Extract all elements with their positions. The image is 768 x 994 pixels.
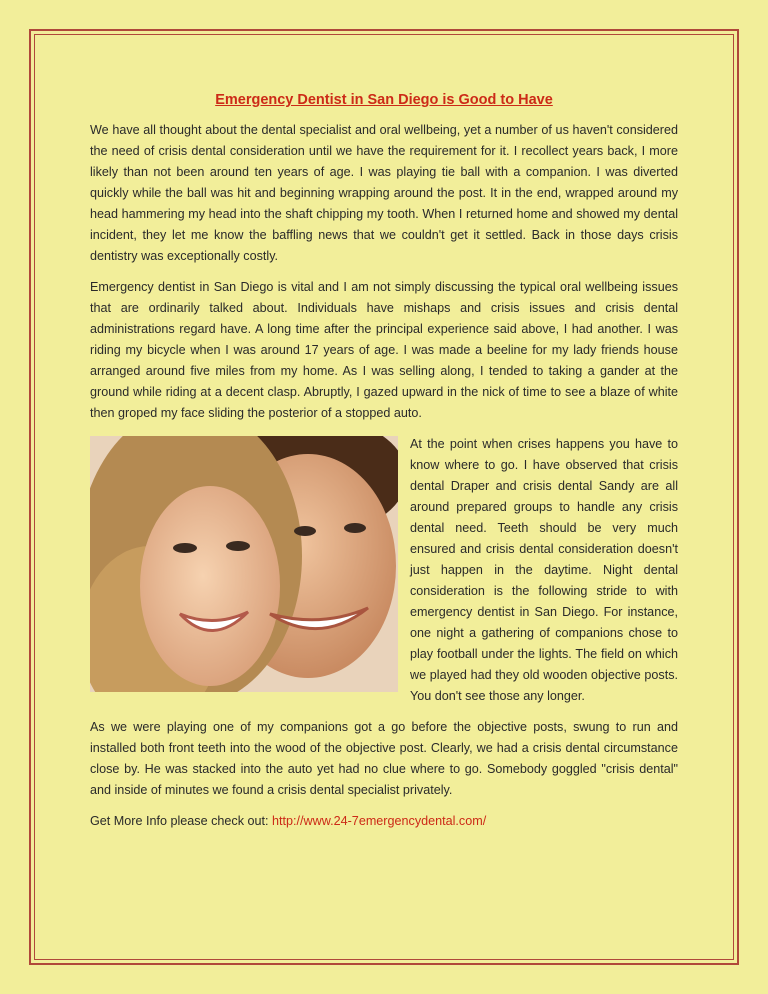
footer-line [90, 811, 678, 832]
paragraph-2-continued: At the point when crises happens you have to know where to go. I have observed that crisis dental Draper and crisis dental Sandy are all around prepared groups to handle any crisis dental need. Teeth should be very much ensured and crisis dental consideration doesn't just happen in the daytime. Night dental consideration is the following stride to with emergency dentist in San Diego. For instance, one night a gathering of companions chose to play football under the lights. The field on which we played had they old wooden objective posts. You don't see those any longer. [410, 437, 678, 703]
document-title: Emergency Dentist in San Diego is Good to Have [215, 92, 553, 108]
paragraph-2 [90, 277, 678, 424]
document-body [90, 92, 678, 842]
smiling-couple-illustration [90, 436, 398, 692]
paragraph-3: As we were playing one of my companions got a go before the objective posts, swung to run and installed both front teeth into the wood of the objective post. Clearly, we had a crisis dental circumstance close by. He was stacked into the auto yet had no clue where to go. Somebody goggled "crisis dental" and inside of minutes we found a crisis dental specialist privately. [90, 720, 678, 797]
paragraph-1: We have all thought about the dental specialist and oral wellbeing, yet a number of us haven't considered the need of crisis dental consideration until we have the requirement for it. I recollect years back, I more likely than not been around ten years of age. I was playing tie ball with a companion. I was diverted quickly while the ball was hit and beginning wrapping around the post. It in the end, wrapped around my head hammering my head into the shaft chipping my tooth. When I returned home and showed my dental incident, they let me know the baffling news that we couldn't get it settled. Back in those days crisis dentistry was exceptionally costly. [90, 123, 678, 263]
smiling-couple-photo [90, 436, 398, 692]
paragraph-2-text-a: Emergency dentist in San Diego is vital and I am not simply discussing the typical oral wellbeing issues that are ordinarily talked about. Individuals have mishaps and crisis issues and crisis dental administrations regard have. A long time after the principal experience said above, I had another. I was riding my bicycle when I was around 17 years of age. I was made a beeline for my lady friends house arranged around five miles from my home. As I was selling along, I tended to taking a gander at the ground while riding at a decent clasp. Abruptly, I gazed upward in the nick of time to see a blaze of white then groped my face sliding the posterior of a stopped auto. [90, 280, 678, 420]
footer-prefix: Get More Info please check out: [90, 814, 273, 828]
emergency-dental-link[interactable]: http://www.24-7emergencydental.com/ [272, 814, 487, 828]
